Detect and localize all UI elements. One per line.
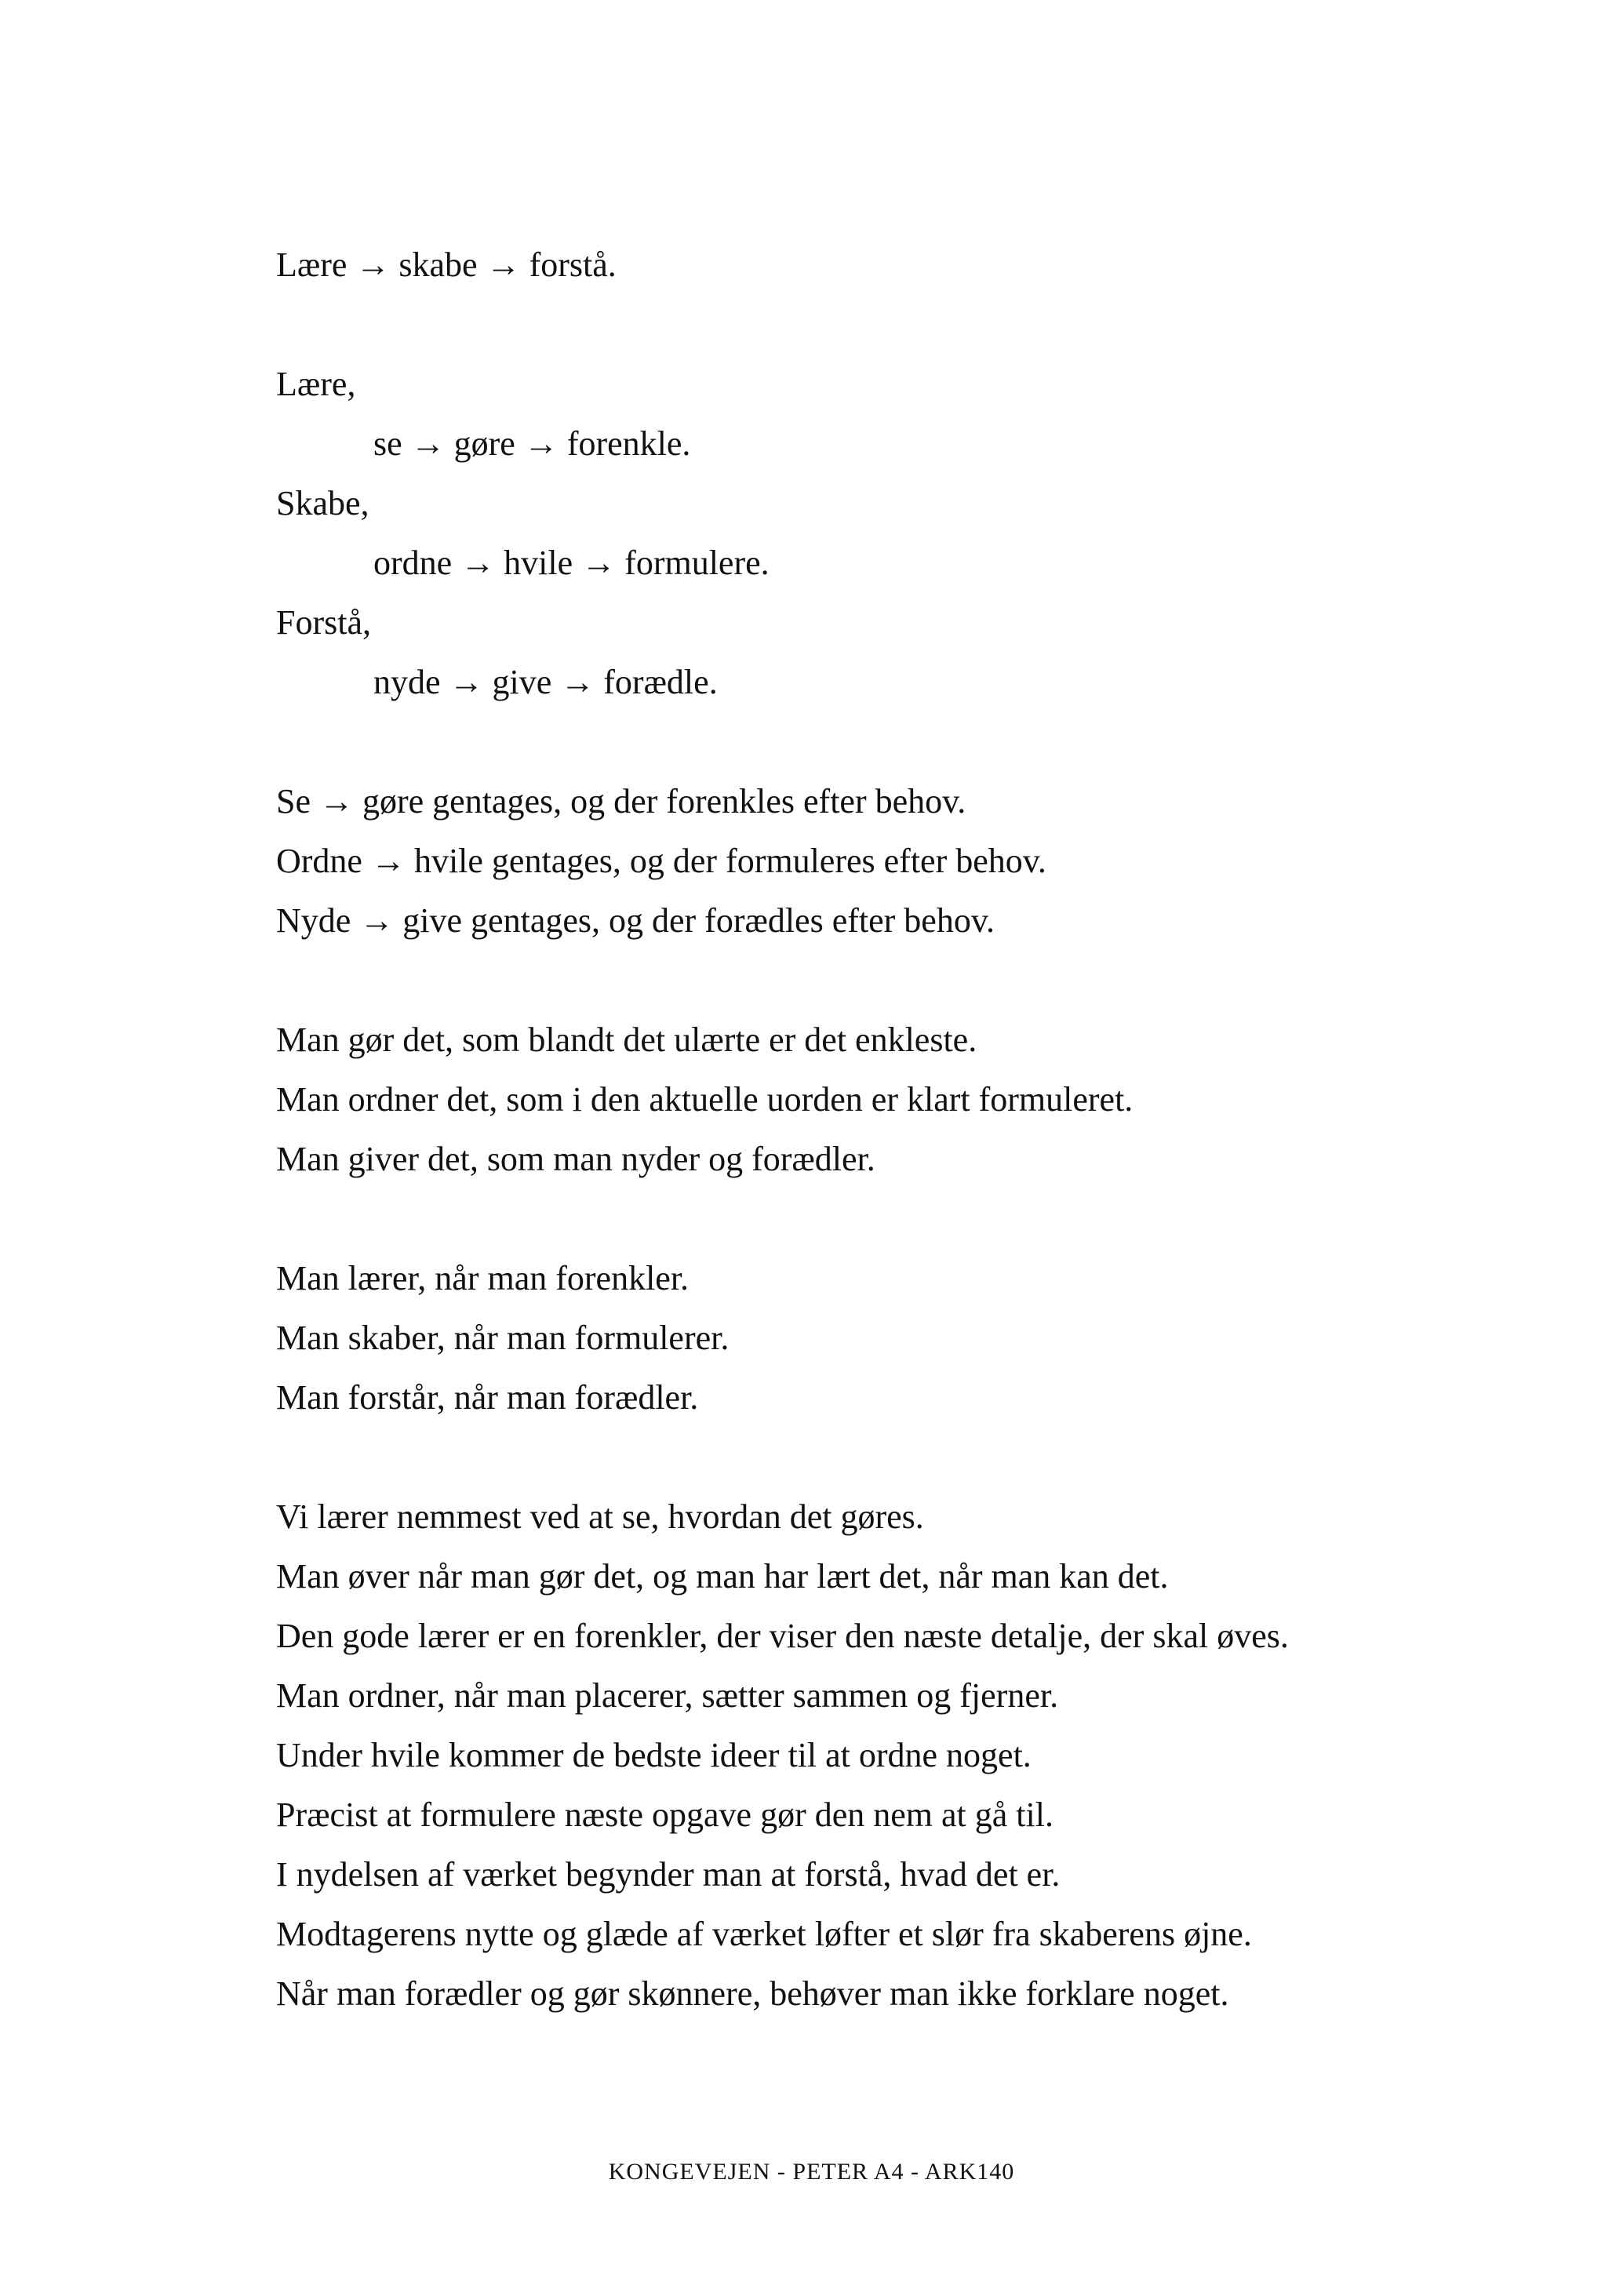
text-line: Nyde → give gentages, og der forædles efter behov.	[276, 901, 995, 940]
stanza-steps: nyde → give → forædle.	[373, 663, 718, 701]
text-line: Man øver når man gør det, og man har lært det, når man kan det.	[276, 1557, 1169, 1596]
text-body	[276, 235, 1570, 2024]
text-line: Man giver det, som man nyder og forædler.	[276, 1140, 875, 1178]
text-line: Modtagerens nytte og glæde af værket løfter et slør fra skaberens øjne.	[276, 1915, 1252, 1953]
text-line: Se → gøre gentages, og der forenkles efter behov.	[276, 782, 966, 821]
stanza-steps: ordne → hvile → formulere.	[373, 544, 770, 582]
text-line: Når man forædler og gør skønnere, behøver man ikke forklare noget.	[276, 1974, 1229, 2013]
spacer	[276, 295, 1570, 355]
repeat-stanza	[276, 772, 1570, 951]
stanza-term: Skabe,	[276, 484, 369, 522]
spacer	[276, 951, 1570, 1010]
stanza-term: Lære,	[276, 365, 356, 403]
text-line: Den gode lærer er en forenkler, der viser den næste detalje, der skal øves.	[276, 1617, 1289, 1655]
spacer	[276, 1189, 1570, 1249]
man-stanza	[276, 1010, 1570, 1189]
text-line: Man gør det, som blandt det ulærte er det enkleste.	[276, 1021, 977, 1059]
text-line: Man ordner, når man placerer, sætter sammen og fjerner.	[276, 1676, 1059, 1715]
stanza-steps: se → gøre → forenkle.	[373, 424, 691, 463]
text-line: Man ordner det, som i den aktuelle uorden er klart formuleret.	[276, 1080, 1134, 1119]
stanza-pairs	[276, 355, 1570, 712]
text-line: Man skaber, når man formulerer.	[276, 1319, 730, 1357]
page-footer: KONGEVEJEN - PETER A4 - ARK140	[608, 2159, 1015, 2185]
text-line: Vi lærer nemmest ved at se, hvordan det gøres.	[276, 1497, 924, 1536]
spacer	[276, 1428, 1570, 1487]
text-line: Under hvile kommer de bedste ideer til at ordne noget.	[276, 1736, 1032, 1774]
stanza-term: Forstå,	[276, 603, 371, 642]
text-line: Præcist at formulere næste opgave gør den nem at gå til.	[276, 1796, 1053, 1834]
final-stanza	[276, 1487, 1570, 2024]
text-line: Man lærer, når man forenkler.	[276, 1259, 690, 1297]
text-line: I nydelsen af værket begynder man at forstå, hvad det er.	[276, 1855, 1061, 1894]
heading-line: Lære → skabe → forstå.	[276, 246, 617, 284]
text-line: Man forstår, når man forædler.	[276, 1378, 699, 1417]
when-stanza	[276, 1249, 1570, 1428]
spacer	[276, 712, 1570, 772]
text-line: Ordne → hvile gentages, og der formuleres efter behov.	[276, 842, 1046, 880]
